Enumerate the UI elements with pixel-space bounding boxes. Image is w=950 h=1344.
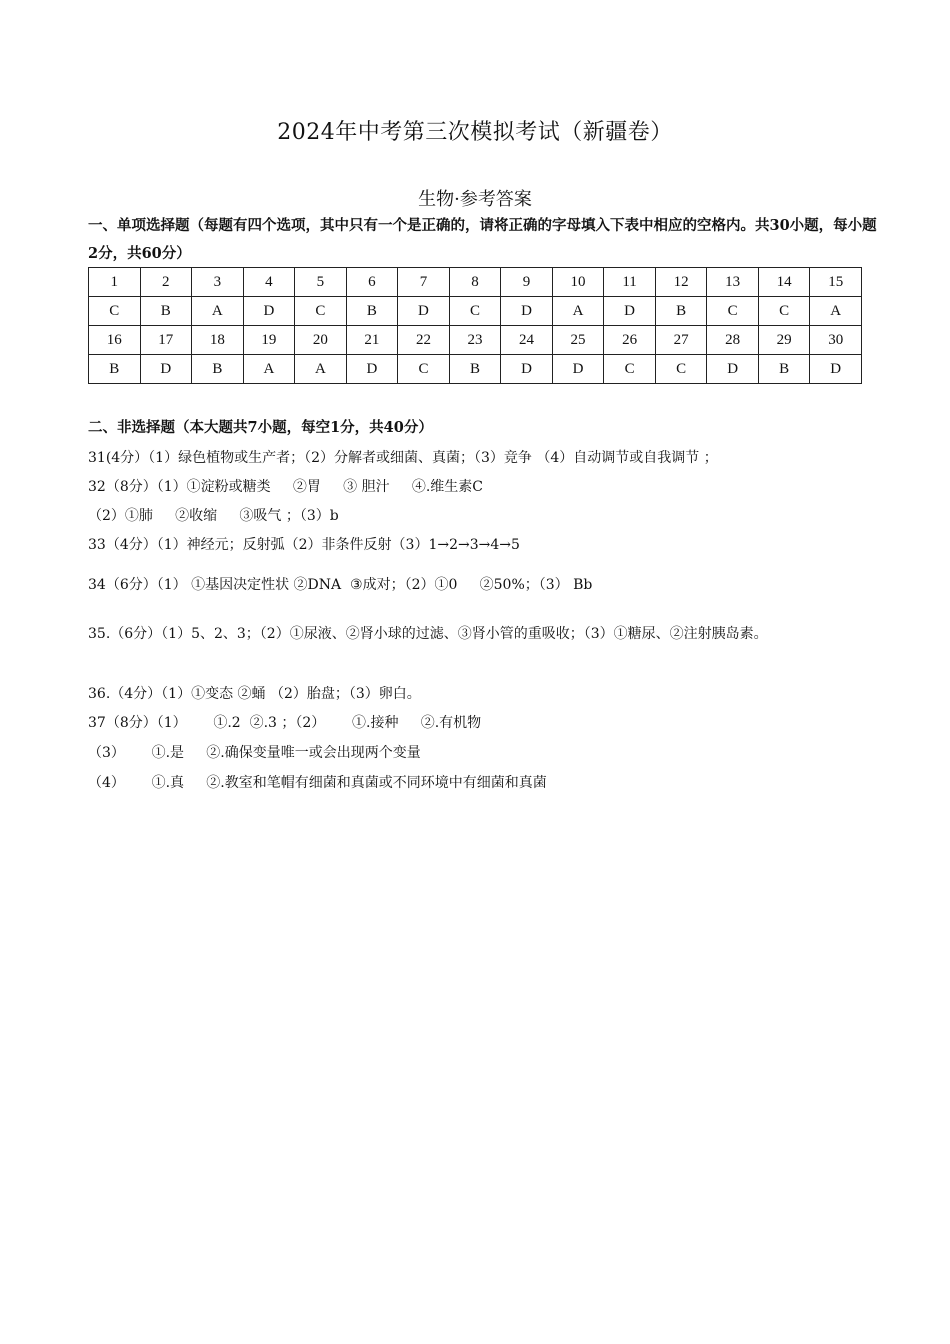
document-title: 2024年中考第三次模拟考试（新疆卷）: [277, 120, 673, 145]
question-number-cell: 11: [604, 268, 656, 297]
question-number-cell: 18: [192, 326, 244, 355]
question-number-cell: 3: [192, 268, 244, 297]
question-number-cell: 5: [295, 268, 347, 297]
answer-cell: B: [655, 297, 707, 326]
question-number-cell: 24: [501, 326, 553, 355]
question-number-cell: 8: [449, 268, 501, 297]
answer-table: [88, 267, 862, 384]
question-number-cell: 19: [243, 326, 295, 355]
question-number-cell: 29: [758, 326, 810, 355]
answer-cell: C: [707, 297, 759, 326]
question-number-cell: 13: [707, 268, 759, 297]
answer-line-34: 34（6分）（1） ①基因决定性状 ②DNA ③成对；（2）①0 ②50%；（3） Bb: [88, 577, 593, 593]
answer-cell: A: [810, 297, 862, 326]
table-row: [89, 355, 862, 384]
question-number-cell: 26: [604, 326, 656, 355]
answer-line-36: 36.（4分）（1）①变态 ②蛹 （2）胎盘；（3）卵白。: [88, 686, 421, 702]
question-number-cell: 10: [552, 268, 604, 297]
question-number-cell: 6: [346, 268, 398, 297]
answer-cell: B: [89, 355, 141, 384]
answer-cell: C: [604, 355, 656, 384]
question-number-cell: 23: [449, 326, 501, 355]
question-number-cell: 12: [655, 268, 707, 297]
answer-line-35: 35.（6分）（1）5、2、3；（2）①尿液、②肾小球的过滤、③肾小管的重吸收；（3）①糖尿、②注射胰岛素。: [88, 626, 768, 642]
answer-cell: D: [552, 355, 604, 384]
answer-cell: B: [346, 297, 398, 326]
question-number-cell: 15: [810, 268, 862, 297]
answer-cell: A: [192, 297, 244, 326]
answer-cell: C: [398, 355, 450, 384]
answer-cell: C: [758, 297, 810, 326]
answer-cell: C: [449, 297, 501, 326]
answer-line-32: 32（8分）（1）①淀粉或糖类 ②胃 ③ 胆汁 ④.维生素C: [88, 479, 483, 495]
answer-line-33: 33（4分）（1）神经元；反射弧（2）非条件反射（3）1→2→3→4→5: [88, 537, 520, 553]
answer-cell: D: [707, 355, 759, 384]
answer-cell: D: [140, 355, 192, 384]
answer-cell: D: [501, 297, 553, 326]
answer-cell: D: [810, 355, 862, 384]
answer-line-37b: （3） ①.是 ②.确保变量唯一或会出现两个变量: [88, 745, 421, 761]
answer-line-37: 37（8分）（1） ①.2 ②.3 ；（2） ①.接种 ②.有机物: [88, 715, 482, 731]
question-number-cell: 14: [758, 268, 810, 297]
question-number-cell: 20: [295, 326, 347, 355]
answer-cell: C: [89, 297, 141, 326]
answer-cell: B: [140, 297, 192, 326]
question-number-cell: 27: [655, 326, 707, 355]
answer-cell: D: [346, 355, 398, 384]
section2-heading: 二、非选择题（本大题共7小题，每空1分，共40分）: [88, 419, 433, 436]
answer-line-31: 31(4分）（1）绿色植物或生产者；（2）分解者或细菌、真菌；（3）竞争 （4）自动调节或自我调节 ；: [88, 450, 718, 466]
question-number-cell: 28: [707, 326, 759, 355]
table-row: [89, 268, 862, 297]
answer-cell: B: [758, 355, 810, 384]
question-number-cell: 7: [398, 268, 450, 297]
table-row: [89, 297, 862, 326]
answer-cell: D: [604, 297, 656, 326]
question-number-cell: 25: [552, 326, 604, 355]
answer-cell: D: [501, 355, 553, 384]
question-number-cell: 21: [346, 326, 398, 355]
answer-cell: A: [295, 355, 347, 384]
answer-cell: B: [449, 355, 501, 384]
question-number-cell: 22: [398, 326, 450, 355]
answer-cell: A: [243, 355, 295, 384]
answer-cell: B: [192, 355, 244, 384]
answer-line-32b: （2）①肺 ②收缩 ③吸气 ；（3）b: [88, 508, 339, 524]
answer-cell: D: [398, 297, 450, 326]
answer-line-37c: （4） ①.真 ②.教室和笔帽有细菌和真菌或不同环境中有细菌和真菌: [88, 775, 547, 791]
question-number-cell: 4: [243, 268, 295, 297]
answer-cell: C: [295, 297, 347, 326]
question-number-cell: 1: [89, 268, 141, 297]
question-number-cell: 17: [140, 326, 192, 355]
answer-cell: A: [552, 297, 604, 326]
question-number-cell: 9: [501, 268, 553, 297]
answer-cell: C: [655, 355, 707, 384]
answer-cell: D: [243, 297, 295, 326]
question-number-cell: 2: [140, 268, 192, 297]
question-number-cell: 30: [810, 326, 862, 355]
table-row: [89, 326, 862, 355]
question-number-cell: 16: [89, 326, 141, 355]
section1-heading: 一、单项选择题（每题有四个选项，其中只有一个是正确的，请将正确的字母填入下表中相应的空格内。共30小题，每小题2分，共60分）: [88, 217, 877, 262]
document-subtitle: 生物·参考答案: [418, 189, 532, 210]
